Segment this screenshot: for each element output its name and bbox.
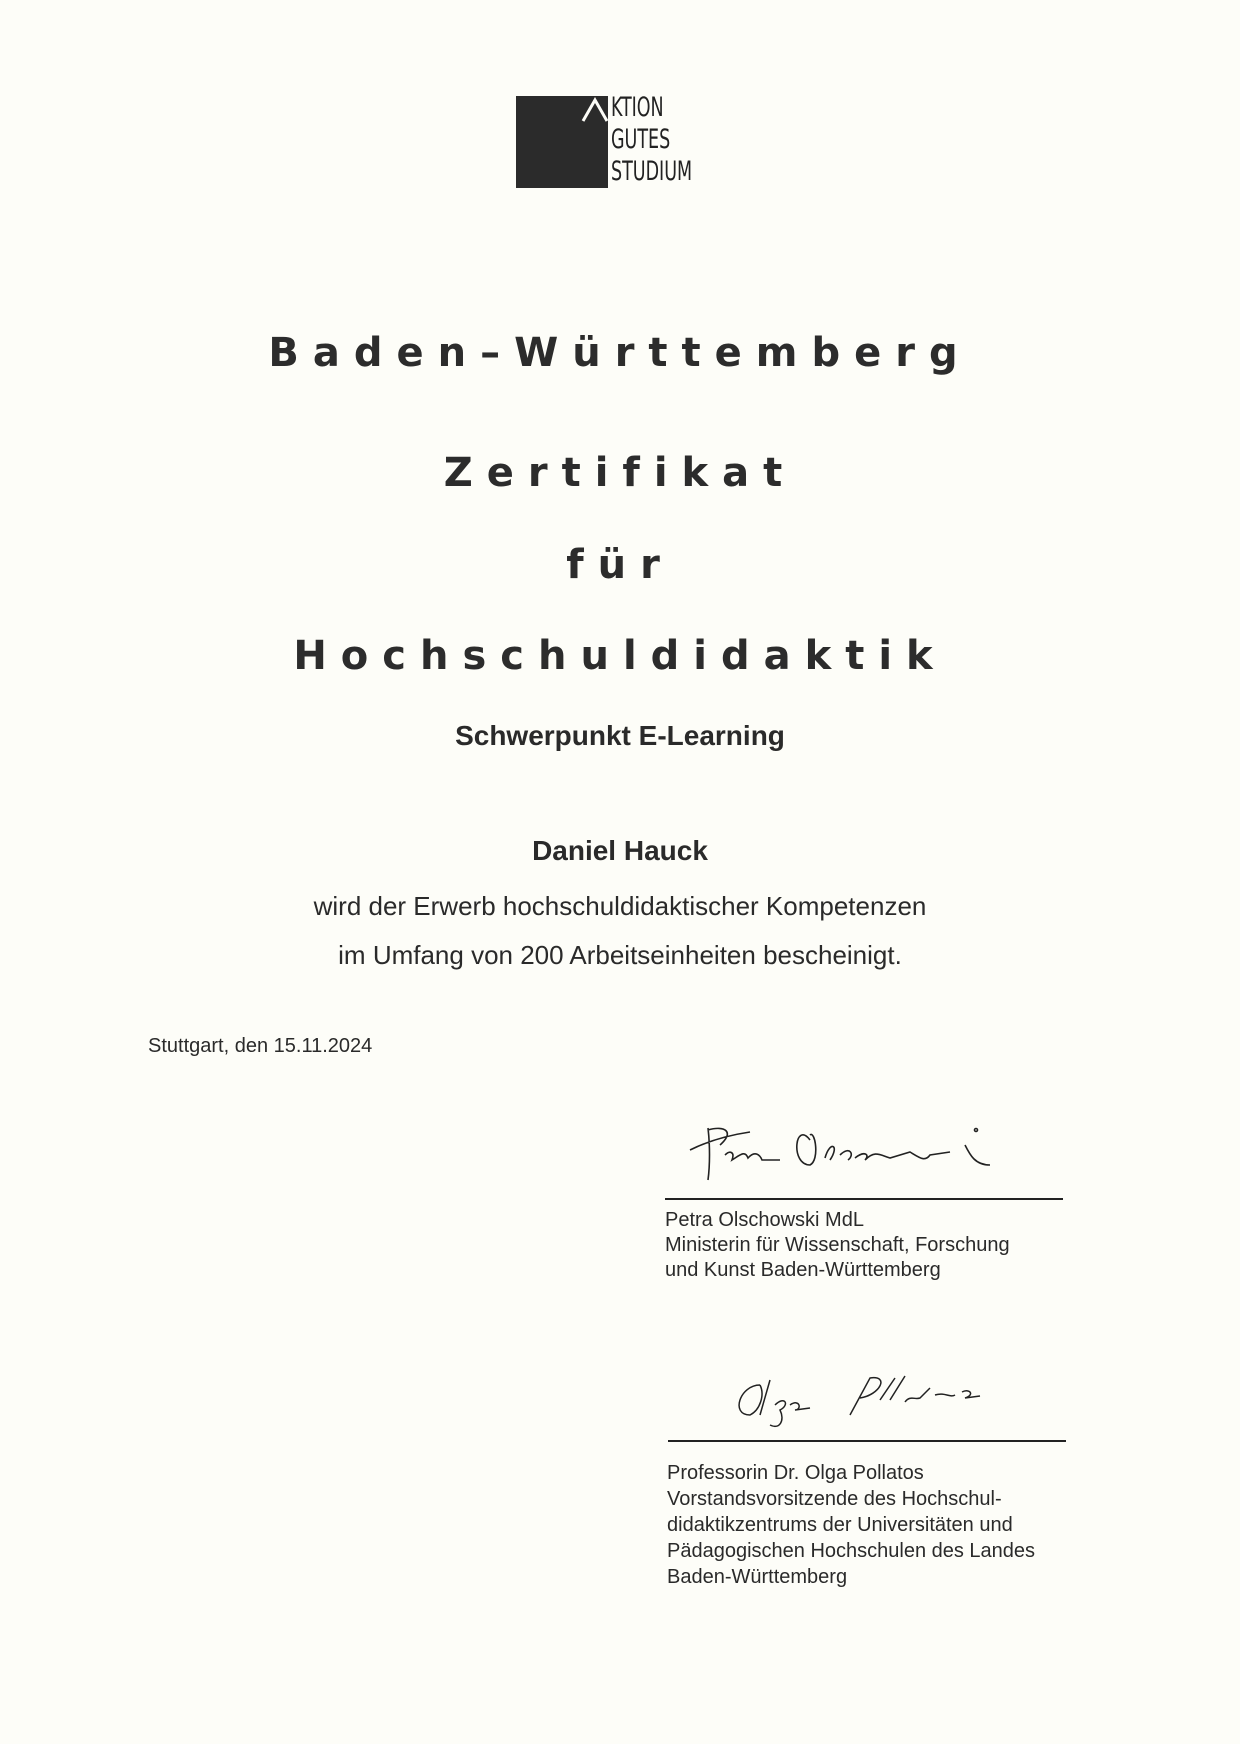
signatory-2-title-1: Vorstandsvorsitzende des Hochschul- bbox=[667, 1488, 1002, 1510]
logo-caret-icon bbox=[580, 94, 610, 124]
signatory-2-title-4: Baden-Württemberg bbox=[667, 1566, 848, 1588]
focus-subtitle: Schwerpunkt E-Learning bbox=[455, 720, 785, 751]
logo-line-2: GUTES bbox=[611, 124, 671, 155]
signatory-1-block bbox=[665, 1208, 1010, 1283]
recipient-line-1: wird der Erwerb hochschuldidaktischer Kompetenzen bbox=[313, 891, 927, 921]
subject-title: Hochschuldidaktik bbox=[293, 633, 947, 679]
certificate-title: Zertifikat bbox=[443, 450, 797, 496]
for-text: für bbox=[566, 542, 674, 588]
signatory-2-title-3: Pädagogischen Hochschulen des Landes bbox=[667, 1540, 1036, 1562]
state-heading: Baden–Württemberg bbox=[268, 330, 972, 376]
signature-line-1 bbox=[665, 1198, 1063, 1200]
signatory-1-name: Petra Olschowski MdL bbox=[665, 1209, 864, 1231]
signatory-2-name: Professorin Dr. Olga Pollatos bbox=[667, 1462, 924, 1484]
signatory-2-title-2: didaktikzentrums der Universitäten und bbox=[667, 1514, 1013, 1536]
signatory-1-title-1: Ministerin für Wissenschaft, Forschung bbox=[665, 1234, 1010, 1256]
signature-line-2 bbox=[668, 1440, 1066, 1442]
signatory-2-block bbox=[667, 1460, 1035, 1590]
recipient-line-2: im Umfang von 200 Arbeitseinheiten bescheinigt. bbox=[338, 940, 902, 970]
signatory-1-title-2: und Kunst Baden-Württemberg bbox=[665, 1259, 941, 1281]
signature-pollatos bbox=[730, 1370, 990, 1430]
recipient-name: Daniel Hauck bbox=[532, 835, 708, 866]
logo-line-3: STUDIUM bbox=[611, 156, 693, 187]
signature-olschowski bbox=[680, 1110, 1000, 1190]
place-date: Stuttgart, den 15.11.2024 bbox=[148, 1035, 373, 1057]
logo-line-1: KTION bbox=[611, 92, 664, 123]
